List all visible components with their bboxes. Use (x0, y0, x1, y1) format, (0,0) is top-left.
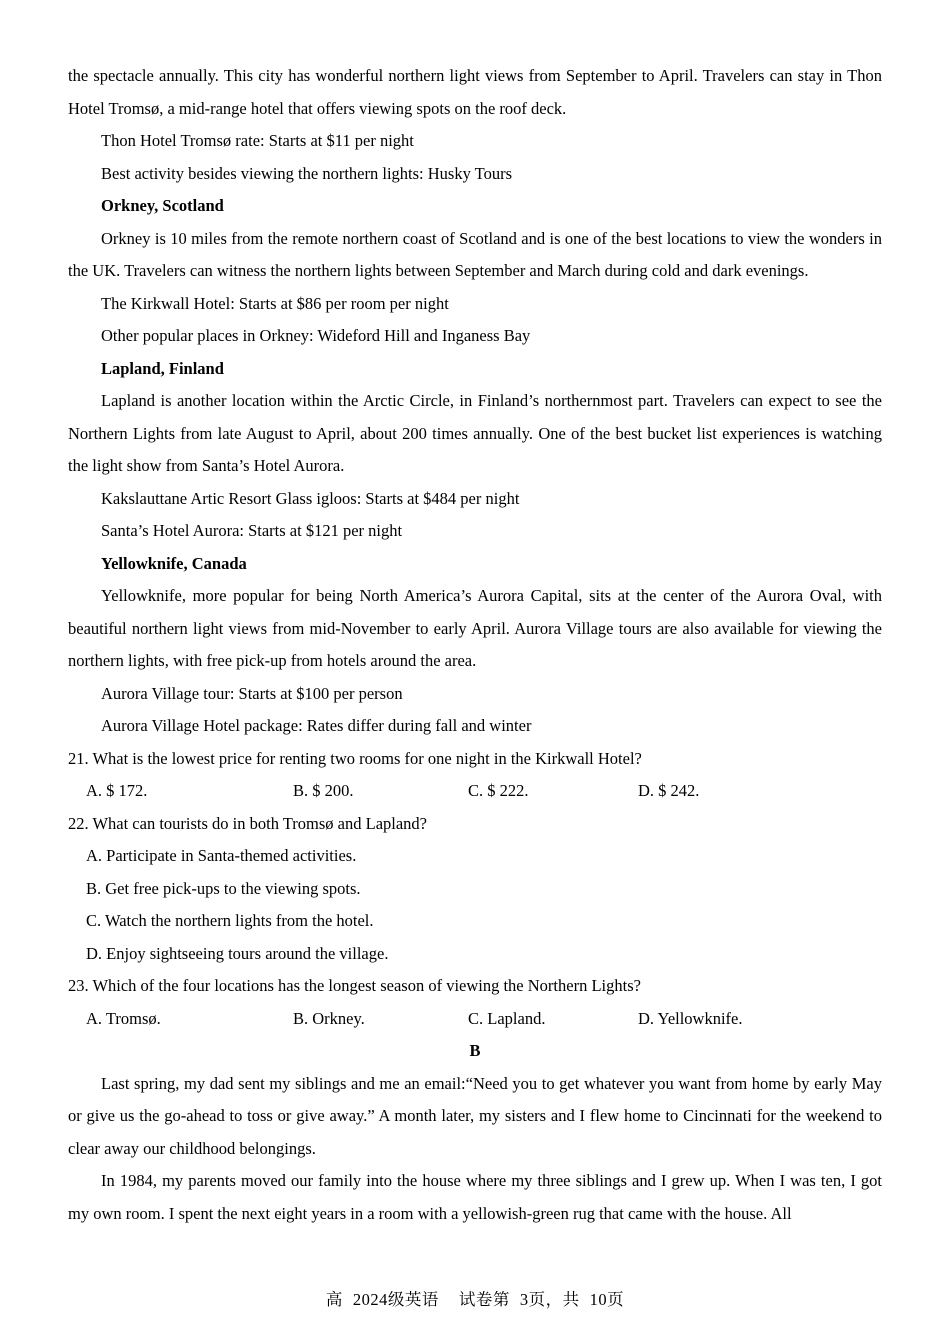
question-21-option-a[interactable]: A. $ 172. (86, 781, 148, 800)
question-21-option-d[interactable]: D. $ 242. (638, 781, 700, 800)
document-content (68, 60, 882, 1230)
detail-line-kirkwall-hotel: The Kirkwall Hotel: Starts at $86 per room per night (101, 293, 449, 313)
question-21-stem: 21. What is the lowest price for renting two rooms for one night in the Kirkwall Hotel? (68, 748, 642, 768)
passage-b-paragraph-2: In 1984, my parents moved our family into the house where my three siblings and I grew up. When I was ten, I got my own room. I spent the next eight years in a room with a yellowish-green rug that came with the house. All (68, 1171, 882, 1223)
detail-line-orkney-places: Other popular places in Orkney: Wideford Hill and Inganess Bay (101, 326, 531, 345)
question-21-option-c[interactable]: C. $ 222. (468, 781, 529, 800)
detail-line-santas-hotel: Santa’s Hotel Aurora: Starts at $121 per night (101, 521, 403, 540)
paragraph-lapland: Lapland is another location within the Arctic Circle, in Finland’s northernmost part. Travelers can expect to see the Northern Lights from late August to April, about 200 times annually. One of the best bucket list experiences is watching the light show from Santa’s Hotel Aurora. (68, 391, 882, 475)
footer-grade-label: 高 (325, 1290, 343, 1309)
subheading-orkney: Orkney, Scotland (101, 196, 224, 215)
footer-page-number: 3 (519, 1290, 529, 1309)
question-23-option-d[interactable]: D. Yellowknife. (638, 1008, 743, 1028)
footer-paper-label: 试卷第 (458, 1290, 510, 1309)
question-23-option-a[interactable]: A. Tromsø. (86, 1008, 161, 1028)
question-22-option-d[interactable]: D. Enjoy sightseeing tours around the village. (86, 943, 389, 963)
subheading-yellowknife: Yellowknife, Canada (101, 553, 247, 573)
question-23-stem: 23. Which of the four locations has the longest season of viewing the Northern Lights? (68, 976, 641, 995)
footer-total-pages: 10 (589, 1290, 608, 1309)
question-23-options (68, 1003, 882, 1036)
detail-line-activity-tromso: Best activity besides viewing the northern lights: Husky Tours (101, 163, 512, 183)
question-22-option-c[interactable]: C. Watch the northern lights from the hotel. (86, 911, 374, 930)
detail-line-hotel-rate-tromso: Thon Hotel Tromsø rate: Starts at $11 per night (101, 131, 414, 150)
page-footer (0, 1286, 950, 1310)
paragraph-yellowknife: Yellowknife, more popular for being North America’s Aurora Capital, sits at the center of the Aurora Oval, with beautiful northern light views from mid-November to early April. Aurora Village tours are also available for viewing the northern lights, with free pick-up from hotels around the area. (68, 586, 882, 670)
footer-page-unit: 页 (607, 1290, 625, 1309)
question-23-option-c[interactable]: C. Lapland. (468, 1008, 546, 1028)
subheading-lapland: Lapland, Finland (101, 358, 224, 378)
paragraph-orkney: Orkney is 10 miles from the remote northern coast of Scotland and is one of the best locations to view the wonders in the UK. Travelers can witness the northern lights between September and March during cold and dark evenings. (68, 228, 882, 280)
passage-b-paragraph-1: Last spring, my dad sent my siblings and me an email:“Need you to get whatever you want from home by early May or give us the go-ahead to toss or give away.” A month later, my sisters and I flew home to Cincinnati for the weekend to clear away our childhood belongings. (68, 1073, 882, 1158)
question-22-stem: 22. What can tourists do in both Tromsø and Lapland? (68, 813, 427, 833)
footer-page-of-label: 页，共 (528, 1290, 580, 1309)
detail-line-aurora-village-hotel: Aurora Village Hotel package: Rates differ during fall and winter (101, 716, 532, 735)
footer-course-label: 2024级英语 (352, 1290, 439, 1309)
question-21-options (68, 775, 882, 808)
section-marker-b: B (469, 1041, 481, 1060)
detail-line-kakslauttane: Kakslauttane Artic Resort Glass igloos: Starts at $484 per night (101, 488, 520, 508)
paragraph-continuation: the spectacle annually. This city has wonderful northern light views from September to April. Travelers can stay in Thon Hotel Tromsø, a mid-range hotel that offers viewing spots on the roof deck. (68, 66, 882, 118)
question-21-option-b[interactable]: B. $ 200. (293, 781, 354, 800)
detail-line-aurora-village-tour: Aurora Village tour: Starts at $100 per person (101, 683, 403, 703)
question-22-option-a[interactable]: A. Participate in Santa-themed activities. (86, 846, 357, 865)
question-23-option-b[interactable]: B. Orkney. (293, 1008, 365, 1028)
question-22-option-b[interactable]: B. Get free pick-ups to the viewing spots. (86, 878, 361, 898)
